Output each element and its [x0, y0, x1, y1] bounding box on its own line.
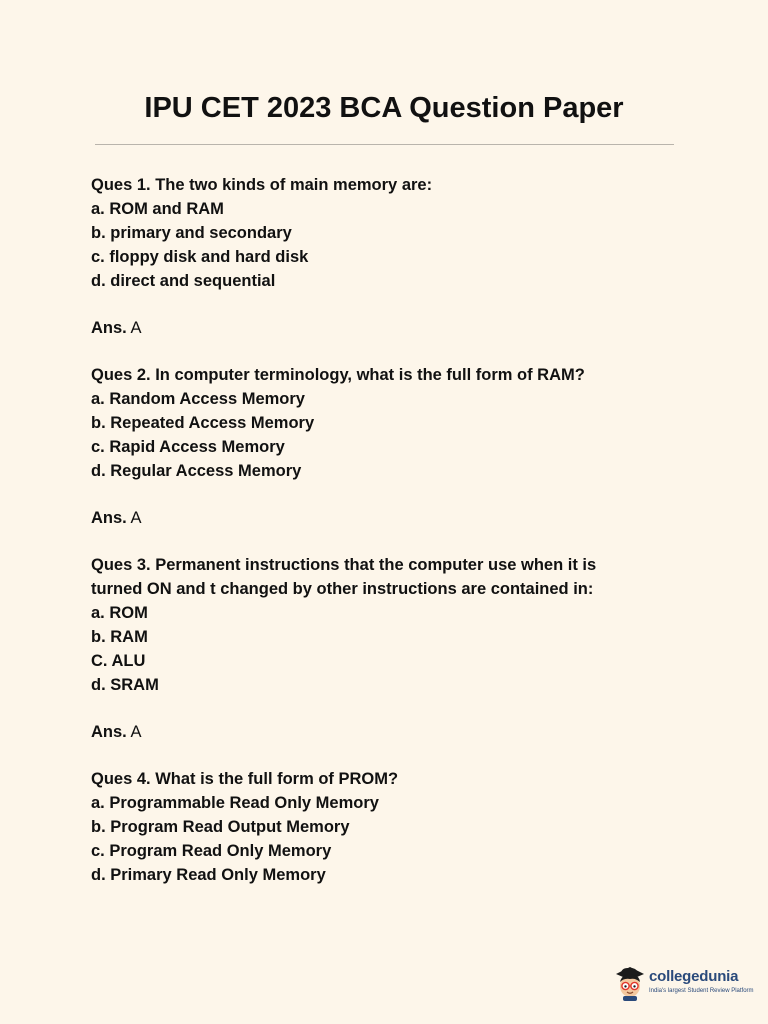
answer	[91, 316, 651, 340]
question-text-continued: turned ON and t changed by other instructions are contained in:	[91, 580, 594, 598]
answer-label: Ans.	[91, 509, 127, 527]
answer-label: Ans.	[91, 723, 127, 741]
question-2	[91, 363, 651, 530]
logo-wordmark: collegedunia	[649, 968, 739, 985]
option-b: b. Repeated Access Memory	[91, 414, 315, 432]
question-text: Ques 3. Permanent instructions that the computer use when it is	[91, 556, 597, 574]
option-b: b. RAM	[91, 628, 148, 646]
option-b: b. Program Read Output Memory	[91, 818, 350, 836]
question-text: Ques 1. The two kinds of main memory are:	[91, 176, 433, 194]
option-d: d. Primary Read Only Memory	[91, 866, 326, 884]
answer-value: A	[130, 723, 142, 741]
option-a: a. Programmable Read Only Memory	[91, 794, 379, 812]
option-d: d. SRAM	[91, 676, 159, 694]
answer	[91, 720, 651, 744]
option-a: a. ROM	[91, 604, 148, 622]
option-c: c. floppy disk and hard disk	[91, 248, 309, 266]
option-c: c. Rapid Access Memory	[91, 438, 285, 456]
option-a: a. ROM and RAM	[91, 200, 224, 218]
answer	[91, 506, 651, 530]
option-d: d. direct and sequential	[91, 272, 276, 290]
option-c: c. Program Read Only Memory	[91, 842, 332, 860]
question-list	[91, 173, 651, 887]
option-a: a. Random Access Memory	[91, 390, 305, 408]
question-3	[91, 553, 651, 744]
page-title: IPU CET 2023 BCA Question Paper	[144, 92, 624, 124]
option-c: C. ALU	[91, 652, 146, 670]
question-text: Ques 2. In computer terminology, what is the full form of RAM?	[91, 366, 585, 384]
option-b: b. primary and secondary	[91, 224, 292, 242]
answer-value: A	[130, 509, 142, 527]
question-4	[91, 767, 651, 887]
option-d: d. Regular Access Memory	[91, 462, 302, 480]
collegedunia-logo[interactable]	[612, 962, 754, 1006]
logo-tagline: India's largest Student Review Platform	[649, 988, 754, 994]
question-1	[91, 173, 651, 340]
question-text: Ques 4. What is the full form of PROM?	[91, 770, 399, 788]
title-divider	[95, 144, 674, 145]
answer-value: A	[130, 319, 142, 337]
answer-label: Ans.	[91, 319, 127, 337]
student-mascot-icon	[612, 962, 648, 1002]
